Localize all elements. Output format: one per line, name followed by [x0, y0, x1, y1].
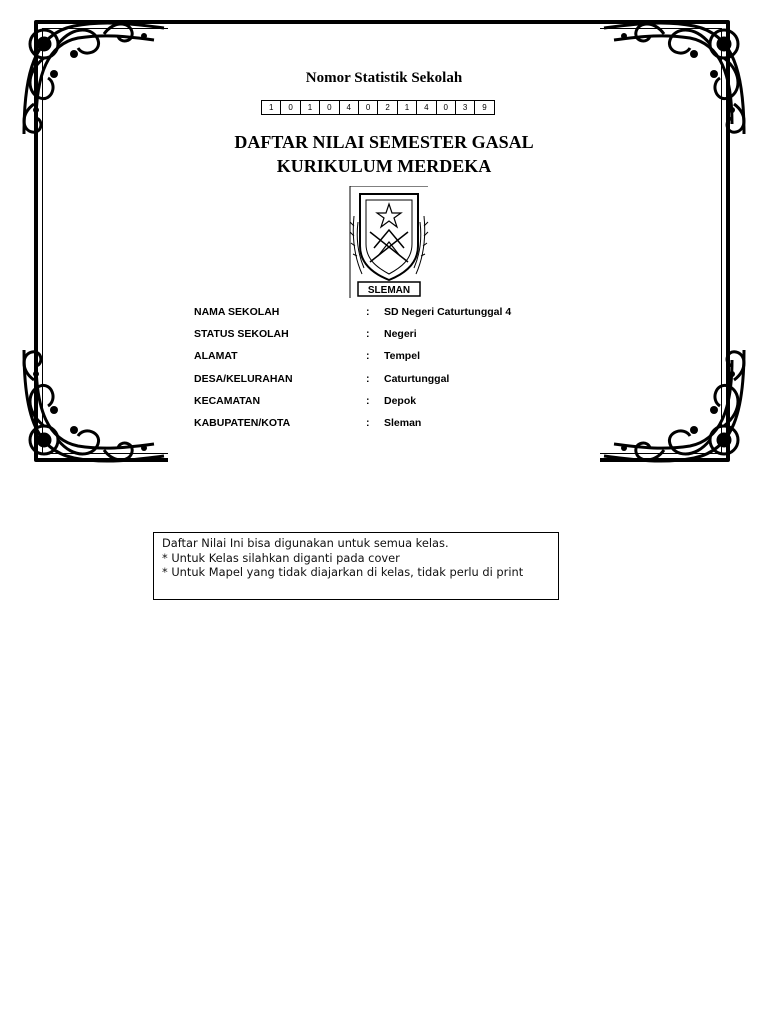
nss-digit: 0	[280, 100, 300, 115]
info-value: Tempel	[384, 350, 420, 363]
nss-digit: 3	[455, 100, 475, 115]
info-colon: :	[366, 394, 370, 407]
emblem-label: SLEMAN	[367, 285, 411, 296]
info-label: NAMA SEKOLAH	[194, 306, 280, 318]
info-colon: :	[366, 350, 370, 363]
nss-digit: 4	[339, 100, 359, 115]
document-title: DAFTAR NILAI SEMESTER GASAL	[234, 132, 534, 152]
info-colon: :	[366, 328, 370, 341]
info-row	[194, 417, 594, 439]
usage-note-box	[153, 532, 559, 600]
info-value: SD Negeri Caturtunggal 4	[384, 306, 512, 318]
info-colon: :	[366, 306, 370, 318]
nss-digit: 1	[261, 100, 281, 115]
nss-number-boxes	[262, 100, 495, 115]
info-label: STATUS SEKOLAH	[194, 328, 289, 341]
info-label: ALAMAT	[194, 350, 238, 363]
info-value: Depok	[384, 394, 417, 407]
info-label: KABUPATEN/KOTA	[194, 416, 291, 429]
info-row	[194, 306, 594, 328]
nss-digit: 0	[358, 100, 378, 115]
note-line: * Untuk Kelas silahkan diganti pada cover	[162, 550, 400, 565]
nss-digit: 0	[319, 100, 339, 115]
cover-content	[168, 24, 600, 464]
info-value: Caturtunggal	[384, 372, 450, 385]
note-line: * Untuk Mapel yang tidak diajarkan di kelas, tidak perlu di print	[162, 565, 524, 579]
info-value: Sleman	[384, 416, 422, 429]
info-row	[194, 373, 594, 395]
ornament-corner-icon	[594, 14, 754, 144]
ornament-corner-icon	[14, 340, 174, 470]
info-label: DESA/KELURAHAN	[194, 372, 293, 385]
ornament-corner-icon	[14, 14, 174, 144]
ornament-corner-icon	[594, 340, 754, 470]
note-line: Daftar Nilai Ini bisa digunakan untuk semua kelas.	[162, 536, 449, 550]
info-colon: :	[366, 372, 370, 385]
info-row	[194, 395, 594, 417]
info-value: Negeri	[384, 328, 417, 341]
nss-digit: 2	[377, 100, 397, 115]
sleman-emblem-icon	[348, 186, 430, 298]
info-colon: :	[366, 416, 370, 429]
document-subtitle: KURIKULUM MERDEKA	[276, 156, 492, 176]
info-row	[194, 328, 594, 350]
nss-digit: 1	[397, 100, 417, 115]
nss-digit: 9	[474, 100, 494, 115]
nss-title: Nomor Statistik Sekolah	[305, 70, 463, 86]
info-row	[194, 350, 594, 372]
nss-digit: 0	[436, 100, 456, 115]
nss-digit: 1	[300, 100, 320, 115]
info-label: KECAMATAN	[194, 394, 261, 407]
nss-digit: 4	[416, 100, 436, 115]
school-info	[194, 306, 594, 439]
